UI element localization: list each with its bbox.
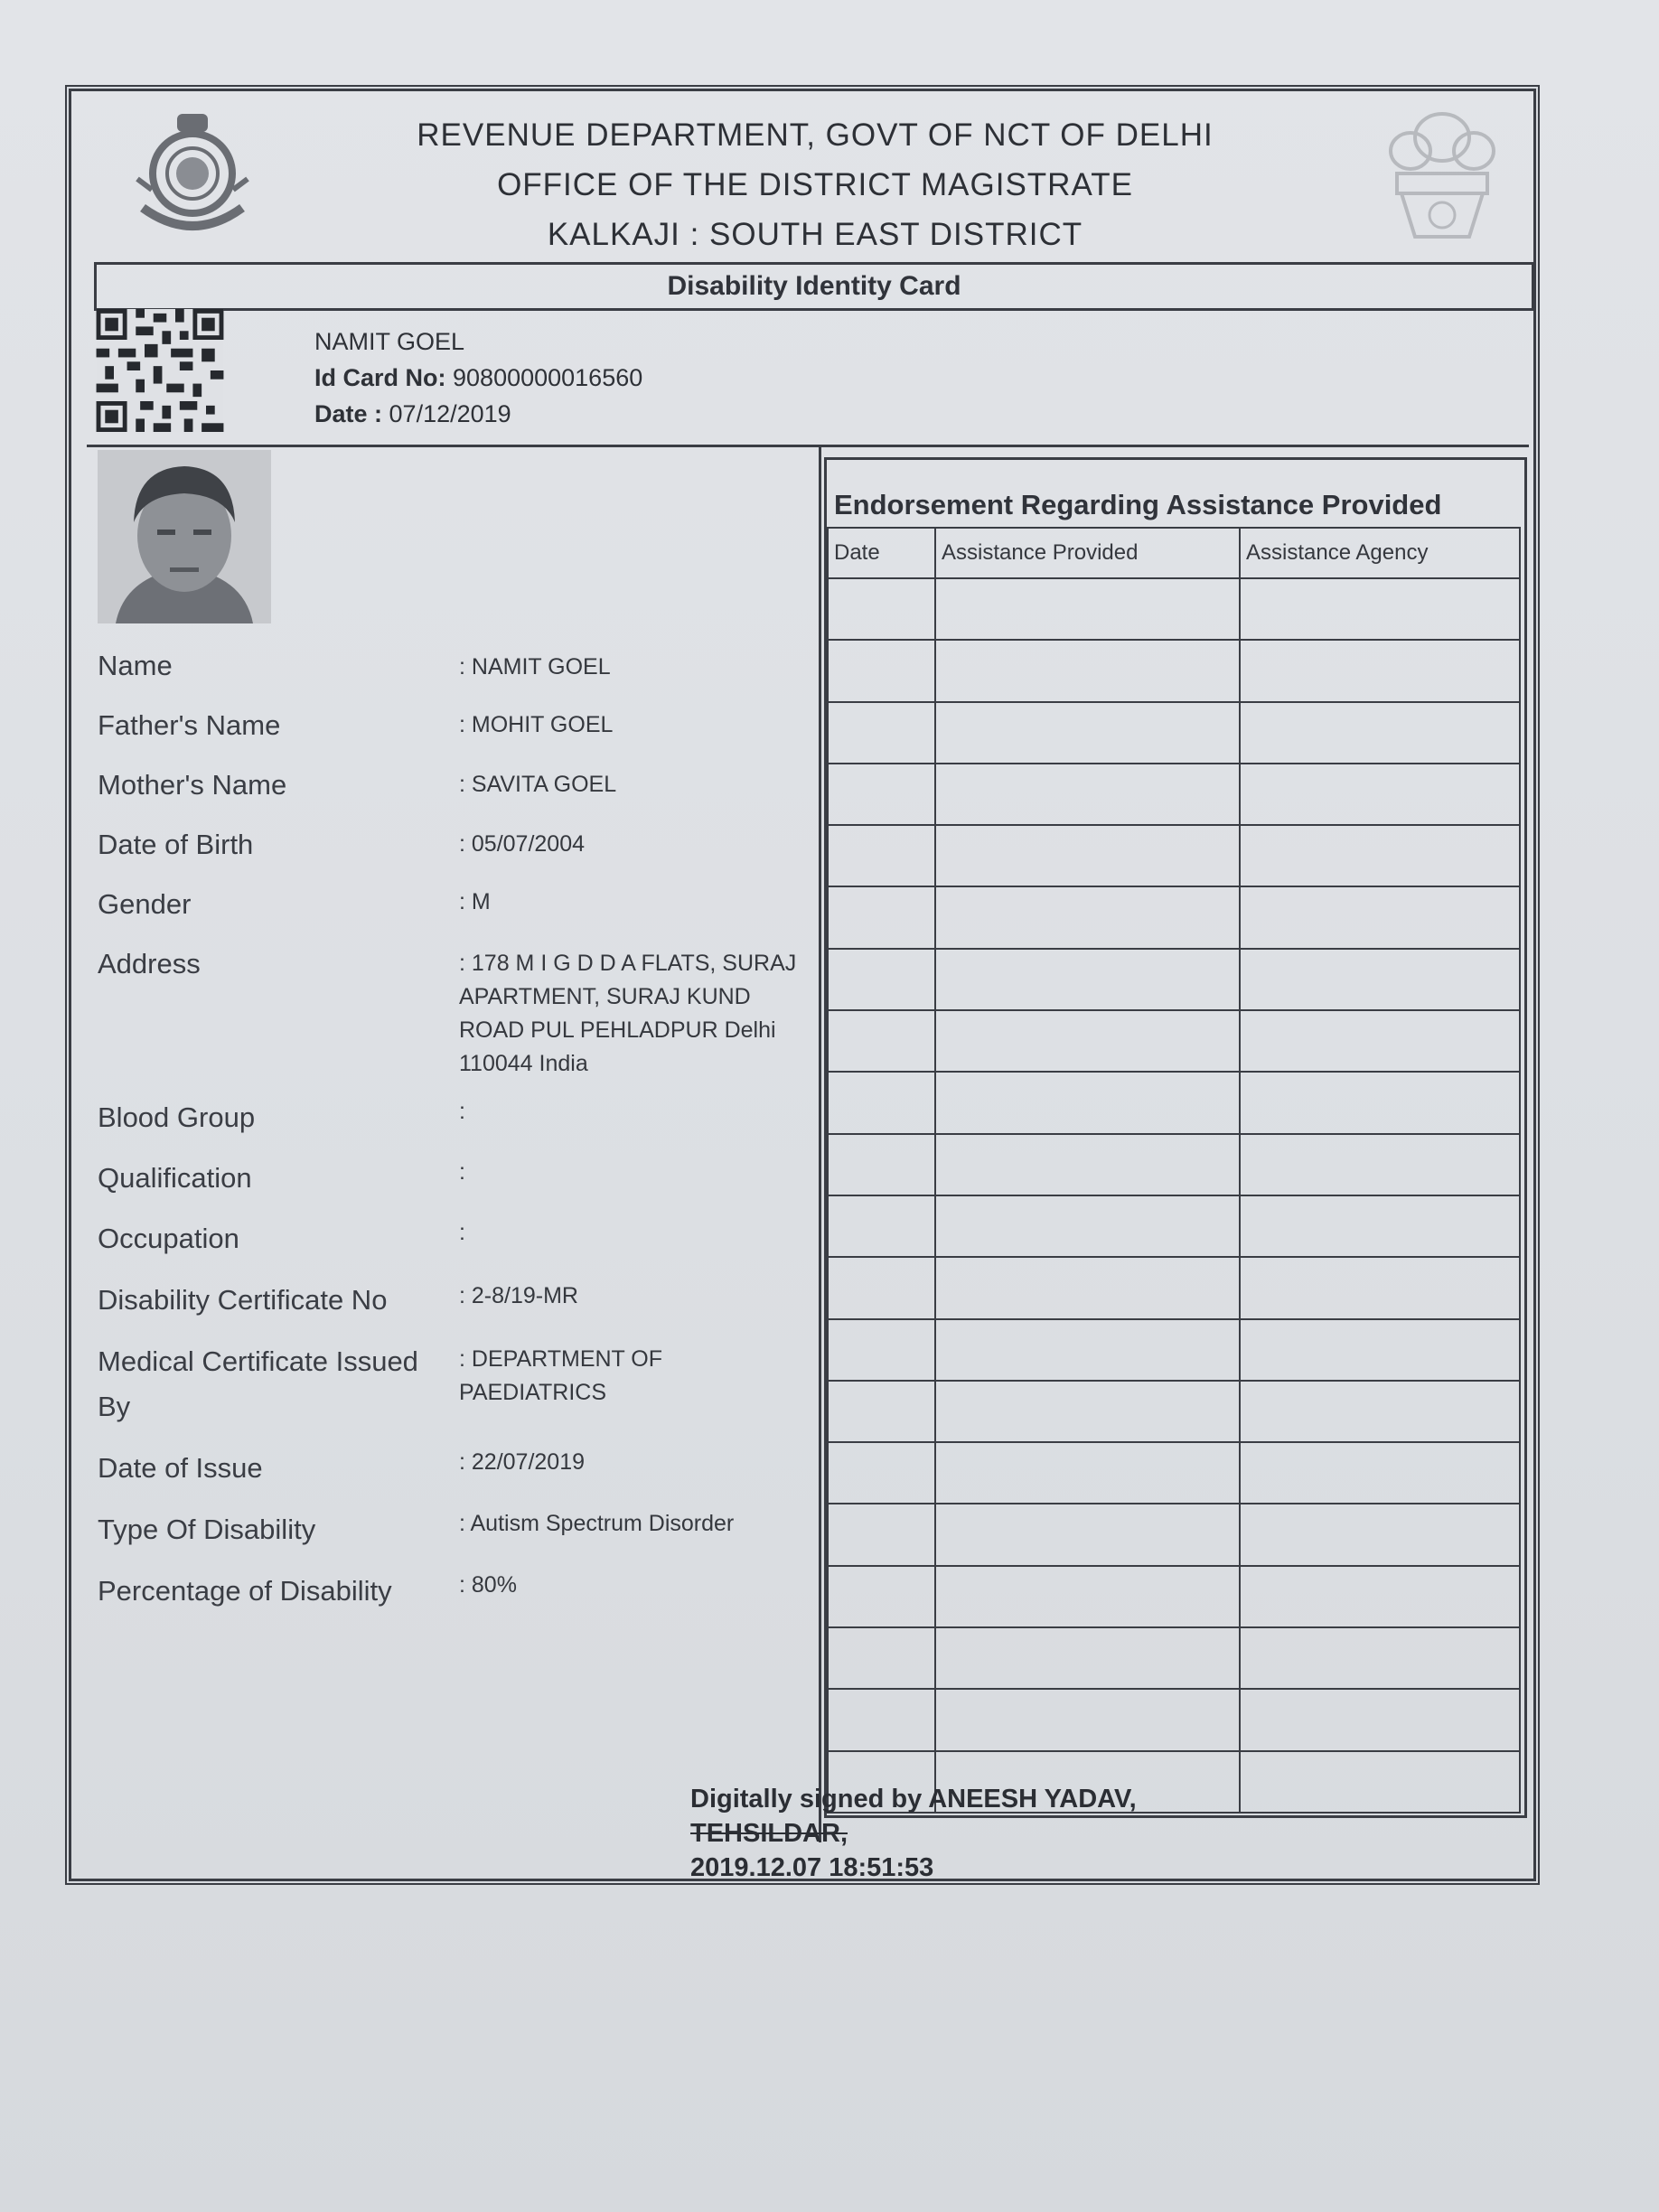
table-cell [828, 1381, 935, 1442]
summary-name: NAMIT GOEL [314, 328, 465, 355]
table-cell [1240, 1134, 1520, 1195]
qr-code-icon [96, 309, 224, 432]
table-cell [935, 1319, 1240, 1381]
table-cell [1240, 1751, 1520, 1813]
table-cell [828, 702, 935, 764]
table-cell [935, 1381, 1240, 1442]
detail-value: : MOHIT GOEL [459, 712, 614, 737]
table-cell [828, 1504, 935, 1565]
table-cell [1240, 1195, 1520, 1257]
table-cell [935, 578, 1240, 640]
column-header-agency: Assistance Agency [1240, 528, 1520, 578]
detail-value: : 80% [459, 1572, 517, 1598]
detail-label: Date of Issue [98, 1452, 263, 1484]
detail-label: Address [98, 948, 201, 979]
table-row [828, 1010, 1520, 1072]
detail-label: Mother's Name [98, 769, 287, 801]
table-cell [828, 640, 935, 701]
table-row [828, 1134, 1520, 1195]
detail-label: Occupation [98, 1223, 239, 1254]
table-cell [828, 1319, 935, 1381]
table-row [828, 1442, 1520, 1504]
divider-horizontal [87, 445, 1529, 447]
signature-timestamp: 2019.12.07 18:51:53 [690, 1853, 934, 1882]
date-value: 07/12/2019 [389, 400, 511, 427]
table-row [828, 1257, 1520, 1318]
table-cell [1240, 1257, 1520, 1318]
detail-value: : 22/07/2019 [459, 1449, 586, 1475]
detail-label: Disability Certificate No [98, 1284, 388, 1316]
table-cell [828, 764, 935, 825]
detail-value: : Autism Spectrum Disorder [459, 1511, 735, 1536]
detail-value: : [459, 1159, 465, 1185]
detail-value: : NAMIT GOEL [459, 654, 611, 680]
detail-label: Type Of Disability [98, 1514, 316, 1545]
table-cell [1240, 886, 1520, 948]
table-cell [828, 578, 935, 640]
header-line-office: OFFICE OF THE DISTRICT MAGISTRATE [497, 167, 1133, 202]
detail-value: : DEPARTMENT OF PAEDIATRICS [459, 1346, 663, 1405]
table-cell [1240, 1381, 1520, 1442]
table-cell [828, 1566, 935, 1627]
date-label: Date : [314, 400, 383, 427]
table-row [828, 578, 1520, 640]
table-row [828, 1566, 1520, 1627]
table-row [828, 1689, 1520, 1750]
table-row [828, 1627, 1520, 1689]
detail-value: : 2-8/19-MR [459, 1283, 578, 1308]
detail-value: : [459, 1220, 465, 1245]
table-cell [935, 1627, 1240, 1689]
table-cell [935, 702, 1240, 764]
endorsement-title: Endorsement Regarding Assistance Provided [834, 489, 1442, 520]
table-cell [828, 949, 935, 1010]
endorsement-panel [824, 457, 1527, 1818]
table-cell [828, 1689, 935, 1750]
detail-value: : SAVITA GOEL [459, 772, 617, 797]
detail-value: : 178 M I G D D A FLATS, SURAJ APARTMENT, SURAJ KUND ROAD PUL PEHLADPUR Delhi 110044 India [459, 951, 797, 1076]
table-row [828, 825, 1520, 886]
detail-label: Father's Name [98, 709, 281, 741]
table-cell [1240, 702, 1520, 764]
table-row [828, 702, 1520, 764]
table-row [828, 1504, 1520, 1565]
id-card-label: Id Card No: [314, 364, 446, 391]
table-cell [828, 825, 935, 886]
detail-label: Blood Group [98, 1101, 256, 1133]
summary-block [314, 323, 642, 432]
table-cell [1240, 949, 1520, 1010]
table-cell [1240, 1010, 1520, 1072]
table-row [828, 886, 1520, 948]
table-cell [935, 1072, 1240, 1133]
table-cell [935, 886, 1240, 948]
digital-signature [690, 1782, 1137, 1885]
table-cell [1240, 578, 1520, 640]
card-title: Disability Identity Card [94, 262, 1534, 311]
table-row [828, 640, 1520, 701]
header-line-district: KALKAJI : SOUTH EAST DISTRICT [547, 217, 1083, 252]
signature-line: Digitally signed by ANEESH YADAV, [690, 1785, 1137, 1814]
table-cell [935, 1195, 1240, 1257]
table-row [828, 764, 1520, 825]
signature-designation: TEHSILDAR, [690, 1819, 848, 1848]
table-cell [828, 1257, 935, 1318]
table-cell [1240, 1627, 1520, 1689]
column-header-assistance: Assistance Provided [935, 528, 1240, 578]
header [99, 90, 1531, 262]
table-cell [828, 1195, 935, 1257]
table-cell [828, 1442, 935, 1504]
table-cell [828, 1134, 935, 1195]
endorsement-table [827, 527, 1521, 1814]
table-cell [828, 1627, 935, 1689]
table-cell [1240, 1566, 1520, 1627]
detail-label: Qualification [98, 1162, 252, 1194]
table-cell [1240, 1689, 1520, 1750]
table-cell [828, 886, 935, 948]
header-line-department: REVENUE DEPARTMENT, GOVT OF NCT OF DELHI [417, 117, 1214, 153]
table-cell [1240, 1442, 1520, 1504]
table-cell [935, 1257, 1240, 1318]
detail-value: : M [459, 889, 491, 914]
table-cell [935, 1010, 1240, 1072]
table-cell [935, 825, 1240, 886]
detail-label: Date of Birth [98, 829, 254, 860]
table-header-row [828, 528, 1520, 578]
id-card-value: 90800000016560 [453, 364, 643, 391]
table-cell [935, 764, 1240, 825]
table-cell [935, 1566, 1240, 1627]
table-cell [1240, 1319, 1520, 1381]
table-cell [1240, 764, 1520, 825]
table-row [828, 1319, 1520, 1381]
table-cell [935, 1504, 1240, 1565]
column-header-date: Date [828, 528, 935, 578]
table-cell [1240, 825, 1520, 886]
table-cell [935, 1442, 1240, 1504]
photo-avatar [98, 450, 271, 623]
table-row [828, 1381, 1520, 1442]
table-row [828, 1195, 1520, 1257]
table-cell [828, 1072, 935, 1133]
table-cell [1240, 640, 1520, 701]
table-cell [1240, 1072, 1520, 1133]
detail-value: : [459, 1099, 465, 1124]
table-cell [1240, 1504, 1520, 1565]
detail-label: Percentage of Disability [98, 1575, 392, 1607]
table-cell [935, 640, 1240, 701]
national-emblem-icon [1370, 101, 1514, 264]
table-row [828, 949, 1520, 1010]
table-cell [828, 1010, 935, 1072]
detail-label: Name [98, 650, 173, 681]
table-row [828, 1072, 1520, 1133]
table-cell [935, 949, 1240, 1010]
detail-label: Medical Certificate Issued By [98, 1345, 418, 1422]
detail-label: Gender [98, 888, 192, 920]
detail-value: : 05/07/2004 [459, 831, 586, 857]
table-cell [935, 1689, 1240, 1750]
table-cell [935, 1134, 1240, 1195]
